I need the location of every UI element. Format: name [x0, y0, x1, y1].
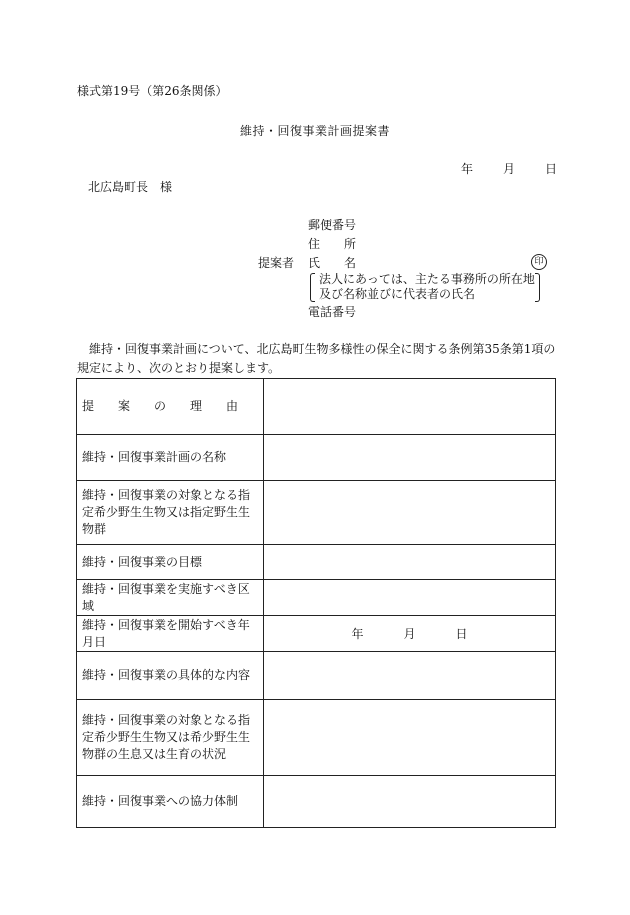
address-label: 住 所: [308, 237, 357, 251]
left-bracket: [310, 273, 315, 302]
proposal-table: [76, 378, 556, 828]
note-line-2: 及び名称並びに代表者の氏名: [319, 287, 476, 301]
table-row: [77, 776, 556, 828]
row-label-plan-name: 維持・回復事業計画の名称: [77, 435, 264, 481]
date-day-label: 日: [545, 162, 558, 176]
intro-paragraph: 維持・回復事業計画について、北広島町生物多様性の保全に関する条例第35条第1項の規定により、次のとおり提案します。: [77, 342, 556, 375]
row-label-start-date: 維持・回復事業を開始すべき年月日: [77, 616, 264, 652]
row-label-reason: 提 案 の 理 由: [77, 379, 264, 435]
submission-date: [461, 162, 557, 177]
postal-code-label: 郵便番号: [308, 218, 357, 232]
goal-field[interactable]: [264, 545, 556, 580]
table-row: [77, 616, 556, 652]
row-label-cooperation: 維持・回復事業への協力体制: [77, 776, 264, 828]
area-field[interactable]: [264, 580, 556, 616]
row-label-habitat-status: 維持・回復事業の対象となる指定希少野生生物又は希少野生生物群の生息又は生育の状況: [77, 700, 264, 776]
table-row: [77, 435, 556, 481]
target-species-field[interactable]: [264, 481, 556, 545]
date-year-label: 年: [461, 162, 474, 176]
start-month-label: 月: [403, 627, 416, 641]
table-row: [77, 545, 556, 580]
right-bracket: [535, 273, 540, 302]
table-row: [77, 580, 556, 616]
name-label: 氏 名: [308, 256, 357, 270]
phone-label: 電話番号: [308, 305, 357, 319]
table-row: [77, 652, 556, 700]
note-line-1: 法人にあっては、主たる事務所の所在地: [319, 272, 535, 286]
table-row: [77, 379, 556, 435]
date-month-label: 月: [503, 162, 516, 176]
table-row: [77, 700, 556, 776]
form-number: 様式第19号（第26条関係）: [77, 84, 228, 98]
row-label-target-species: 維持・回復事業の対象となる指定希少野生生物又は指定野生生物群: [77, 481, 264, 545]
proposer-label: 提案者: [258, 256, 295, 270]
table-row: [77, 481, 556, 545]
start-year-label: 年: [351, 627, 364, 641]
row-label-content: 維持・回復事業の具体的な内容: [77, 652, 264, 700]
content-field[interactable]: [264, 652, 556, 700]
document-title: 維持・回復事業計画提案書: [239, 124, 390, 138]
cooperation-field[interactable]: [264, 776, 556, 828]
reason-field[interactable]: [264, 379, 556, 435]
habitat-status-field[interactable]: [264, 700, 556, 776]
addressee: 北広島町長 様: [88, 180, 173, 194]
row-label-goal: 維持・回復事業の目標: [77, 545, 264, 580]
corporation-note: [310, 272, 540, 302]
start-date-field[interactable]: [264, 616, 556, 652]
row-label-area: 維持・回復事業を実施すべき区域: [77, 580, 264, 616]
plan-name-field[interactable]: [264, 435, 556, 481]
start-day-label: 日: [455, 627, 468, 641]
seal-mark: 印: [531, 254, 547, 270]
